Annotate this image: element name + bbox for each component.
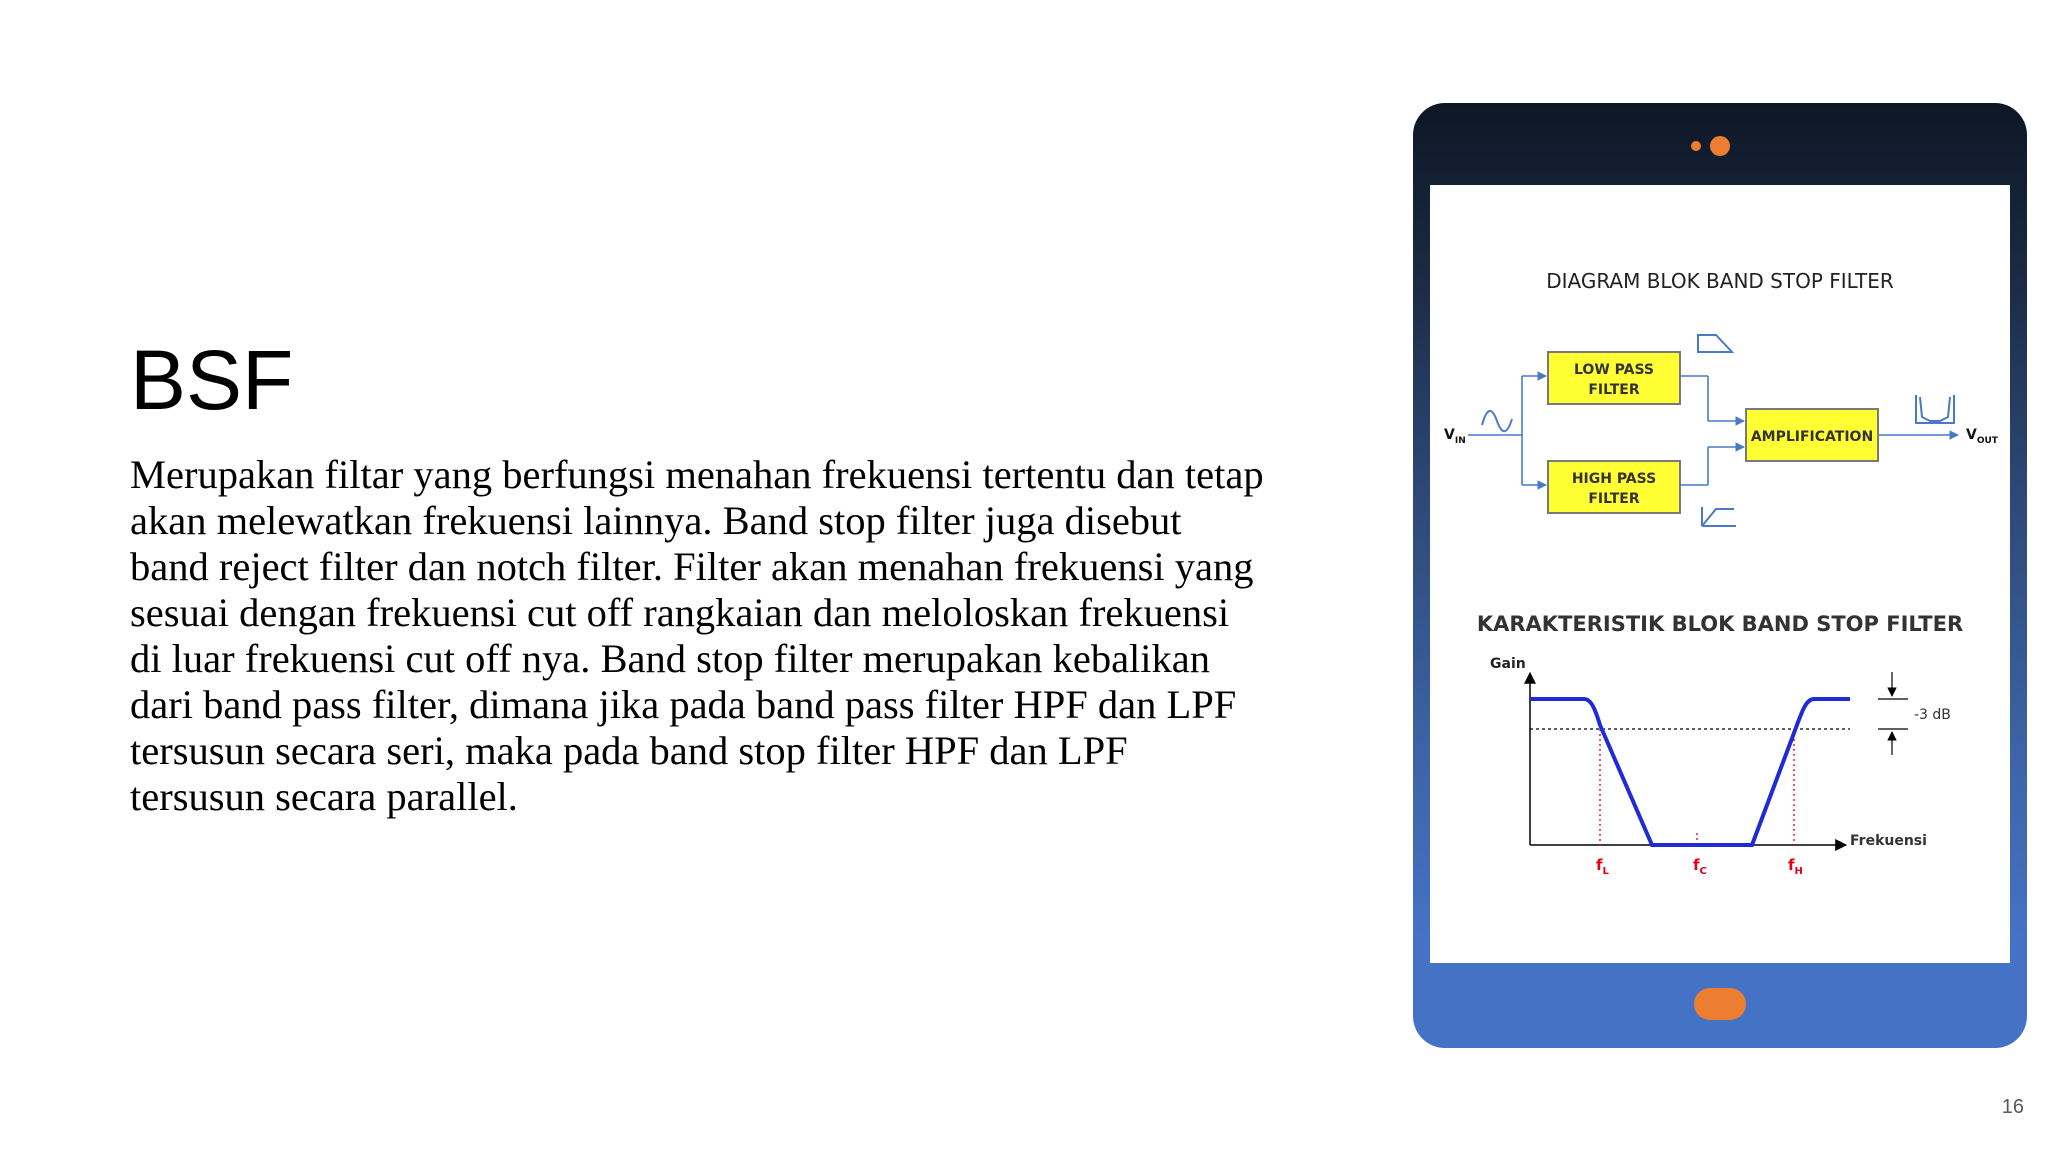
output-label: $V_{OUT}$ (1966, 427, 1998, 446)
tablet-screen (1430, 185, 2010, 963)
characteristic-title: KARAKTERISTIK BLOK BAND STOP FILTER (1476, 612, 1964, 636)
marker-f-center: $f_C$ (1693, 856, 1707, 877)
band-stop-response-icon (1916, 395, 1954, 423)
low-pass-response-icon (1698, 335, 1732, 352)
slide-title: BSF (130, 333, 294, 427)
hpf-label-line1: HIGH PASS (1571, 471, 1657, 487)
camera-dot-large (1710, 136, 1730, 156)
amplification-label: AMPLIFICATION (1750, 429, 1874, 445)
high-pass-response-icon (1702, 507, 1736, 526)
gain-axis-label: Gain (1490, 656, 1526, 672)
lpf-label-line1: LOW PASS (1574, 362, 1654, 378)
input-sine-icon (1482, 411, 1512, 431)
tablet-home-button[interactable] (1694, 988, 1746, 1020)
block-diagram-title: DIAGRAM BLOK BAND STOP FILTER (1546, 269, 1894, 293)
input-label: $V_{IN}$ (1444, 427, 1466, 446)
page-number: 16 (2001, 1096, 2024, 1118)
minus-3db-arrows (1878, 672, 1908, 755)
camera-dot-small (1691, 141, 1701, 151)
minus-3db-label: -3 dB (1914, 707, 1951, 723)
band-stop-filter-figure (1430, 185, 2010, 963)
cutoff-marker-lines (1600, 729, 1794, 845)
slide-body-text: Merupakan filtar yang berfungsi menahan frekuensi tertentu dan tetap akan melewatkan frekuensi lainnya. Band stop filter juga disebut band reject filter dan notch filter. Filter akan menahan frekuensi yang sesuai dengan frekuensi cut off rangkaian dan meloloskan frekuensi di luar frekuensi cut off nya. Band stop filter merupakan kebalikan dari band pass filter, dimana jika pada band pass filter HPF dan LPF tersusun secara seri, maka pada band stop filter HPF dan LPF tersusun secara parallel. (130, 452, 1264, 819)
frequency-axis-label: Frekuensi (1850, 833, 1927, 849)
band-stop-response-curve (1530, 699, 1850, 845)
lpf-label-line2: FILTER (1588, 382, 1640, 398)
marker-f-high: $f_H$ (1788, 856, 1803, 877)
marker-f-low: $f_L$ (1596, 856, 1609, 877)
hpf-label-line2: FILTER (1588, 491, 1640, 507)
tablet-frame (1413, 103, 2027, 1048)
